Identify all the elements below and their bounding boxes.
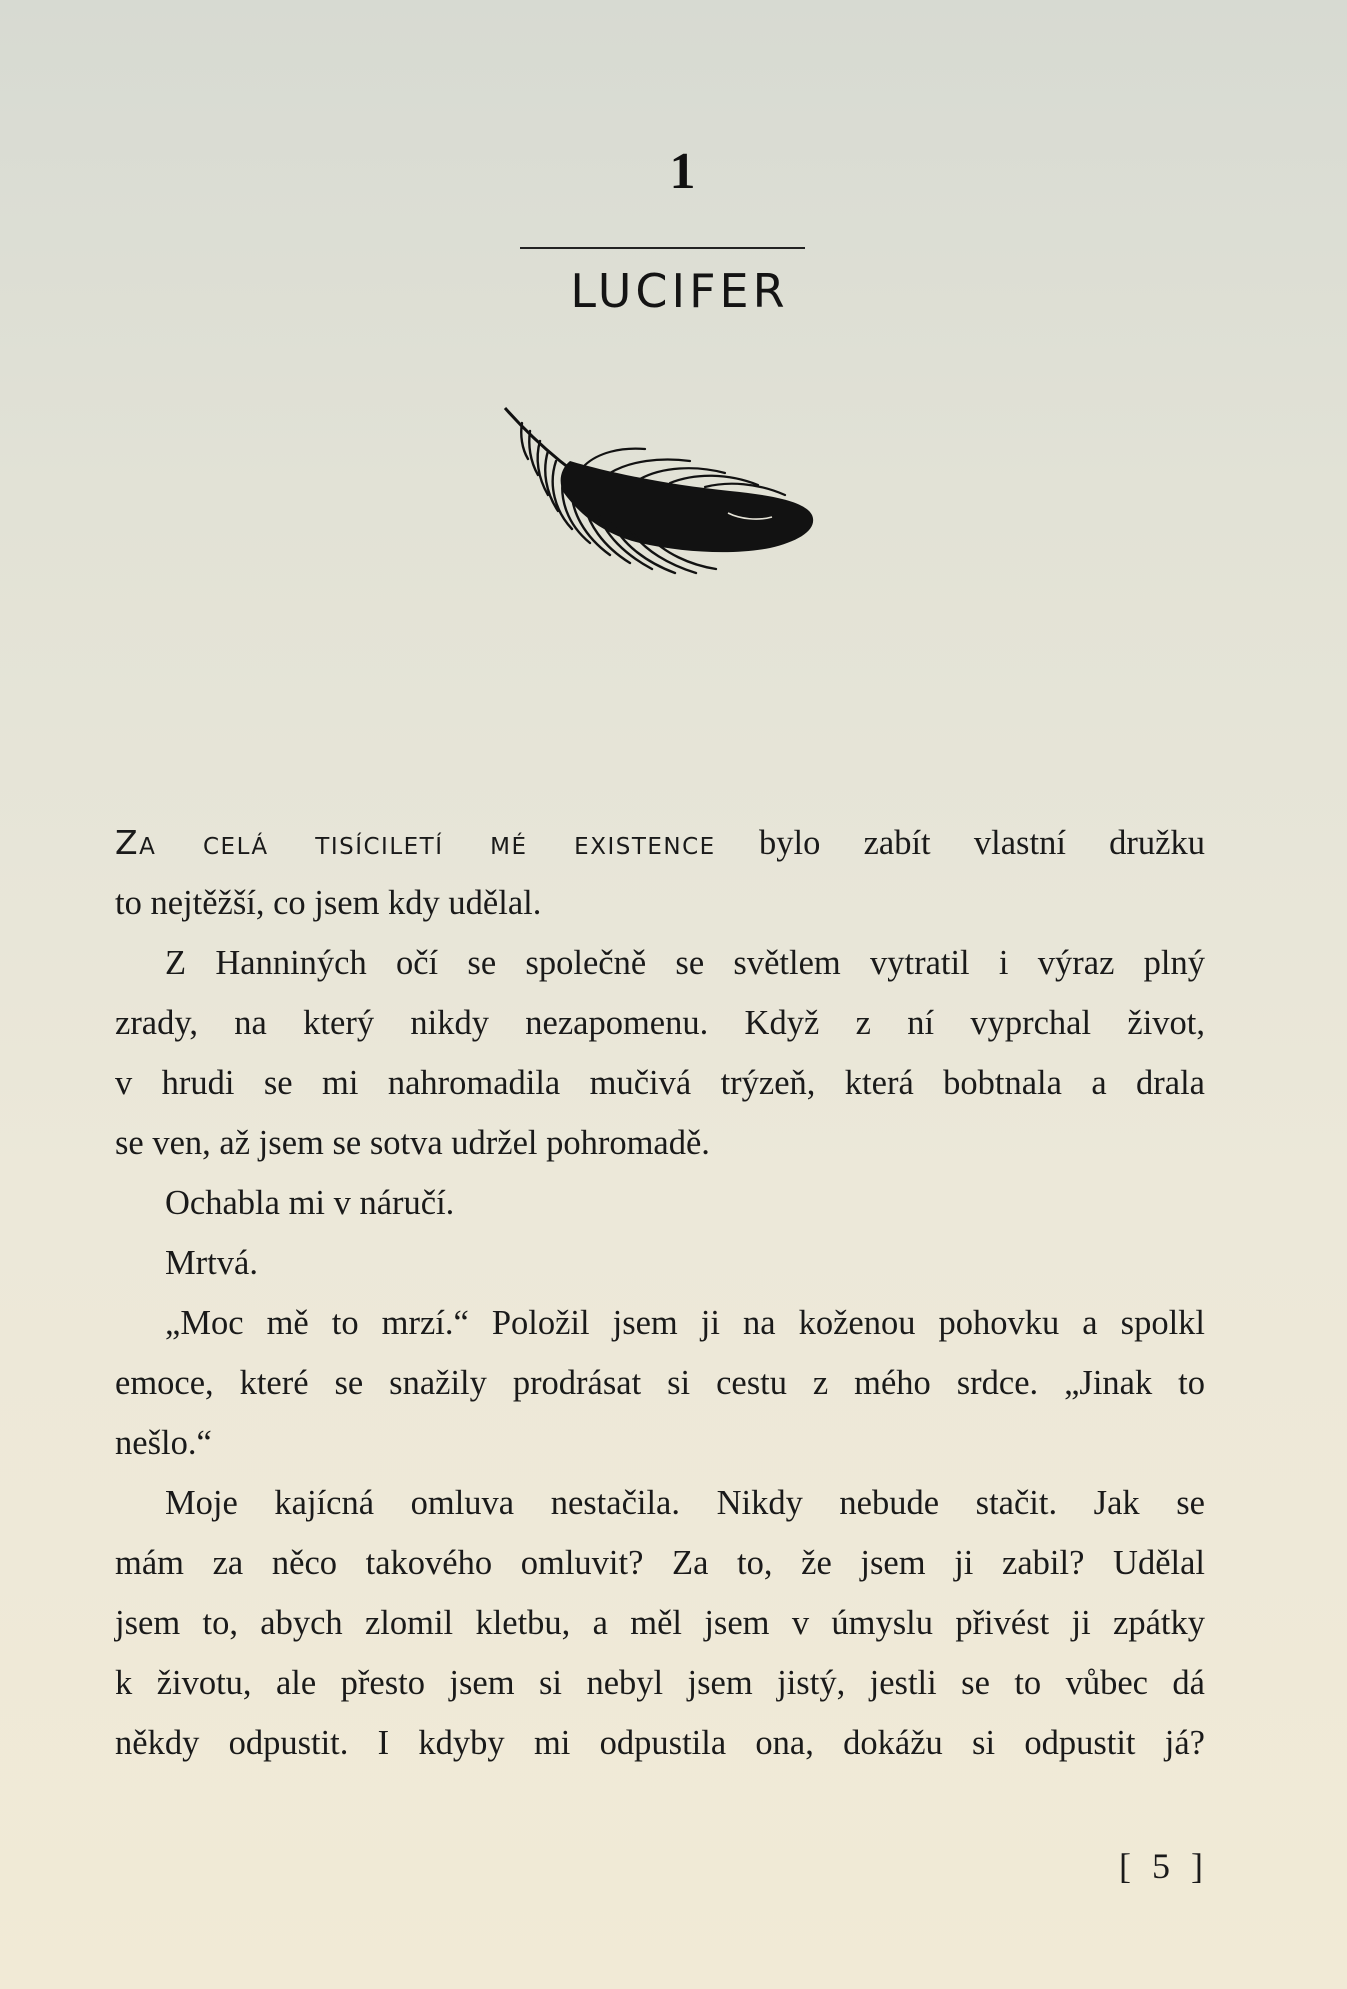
paragraph-line: k životu, ale přesto jsem si nebyl jsem jistý, jestli se to vůbec dá [115,1664,1205,1702]
paragraph-line: zrady, na který nikdy nezapomenu. Když z ní vyprchal život, [115,1004,1205,1042]
paragraph-line: v hrudi se mi nahromadila mučivá trýzeň, která bobtnala a drala [115,1064,1205,1102]
page-number: [ 5 ] [1119,1846,1209,1886]
lead-in-rest: bylo zabít vlastní družku [715,824,1205,862]
paragraph-line: Mrtvá. [165,1244,258,1282]
paragraph-line: se ven, až jsem se sotva udržel pohromadě. [115,1124,710,1162]
paragraph-line: Z Hanniných očí se společně se světlem vytratil i výraz plný [165,944,1205,982]
paragraph-line: mám za něco takového omluvit? Za to, že jsem ji zabil? Udělal [115,1544,1205,1582]
paragraph-line: Ochabla mi v náručí. [165,1184,455,1222]
paragraph-line [115,813,1205,873]
paragraph-line: emoce, které se snažily prodrásat si cestu z mého srdce. „Jinak to [115,1364,1205,1402]
paragraph-line: nešlo.“ [115,1424,212,1462]
lead-in-smallcaps: Za celá tisíciletí mé existence [115,823,716,862]
feather-icon [500,403,820,583]
paragraph-line: někdy odpustit. I kdyby mi odpustila ona, dokážu si odpustit já? [115,1724,1205,1762]
chapter-title: LUCIFER [570,264,789,318]
body-text [115,813,1205,1773]
paragraph-line: Moje kajícná omluva nestačila. Nikdy nebude stačit. Jak se [165,1484,1205,1522]
paragraph-line: to nejtěžší, co jsem kdy udělal. [115,884,542,922]
paragraph-line: „Moc mě to mrzí.“ Položil jsem ji na koženou pohovku a spolkl [165,1304,1205,1342]
chapter-divider [520,247,805,249]
paragraph-line: jsem to, abych zlomil kletbu, a měl jsem v úmyslu přivést ji zpátky [115,1604,1205,1642]
chapter-number: 1 [669,143,696,200]
